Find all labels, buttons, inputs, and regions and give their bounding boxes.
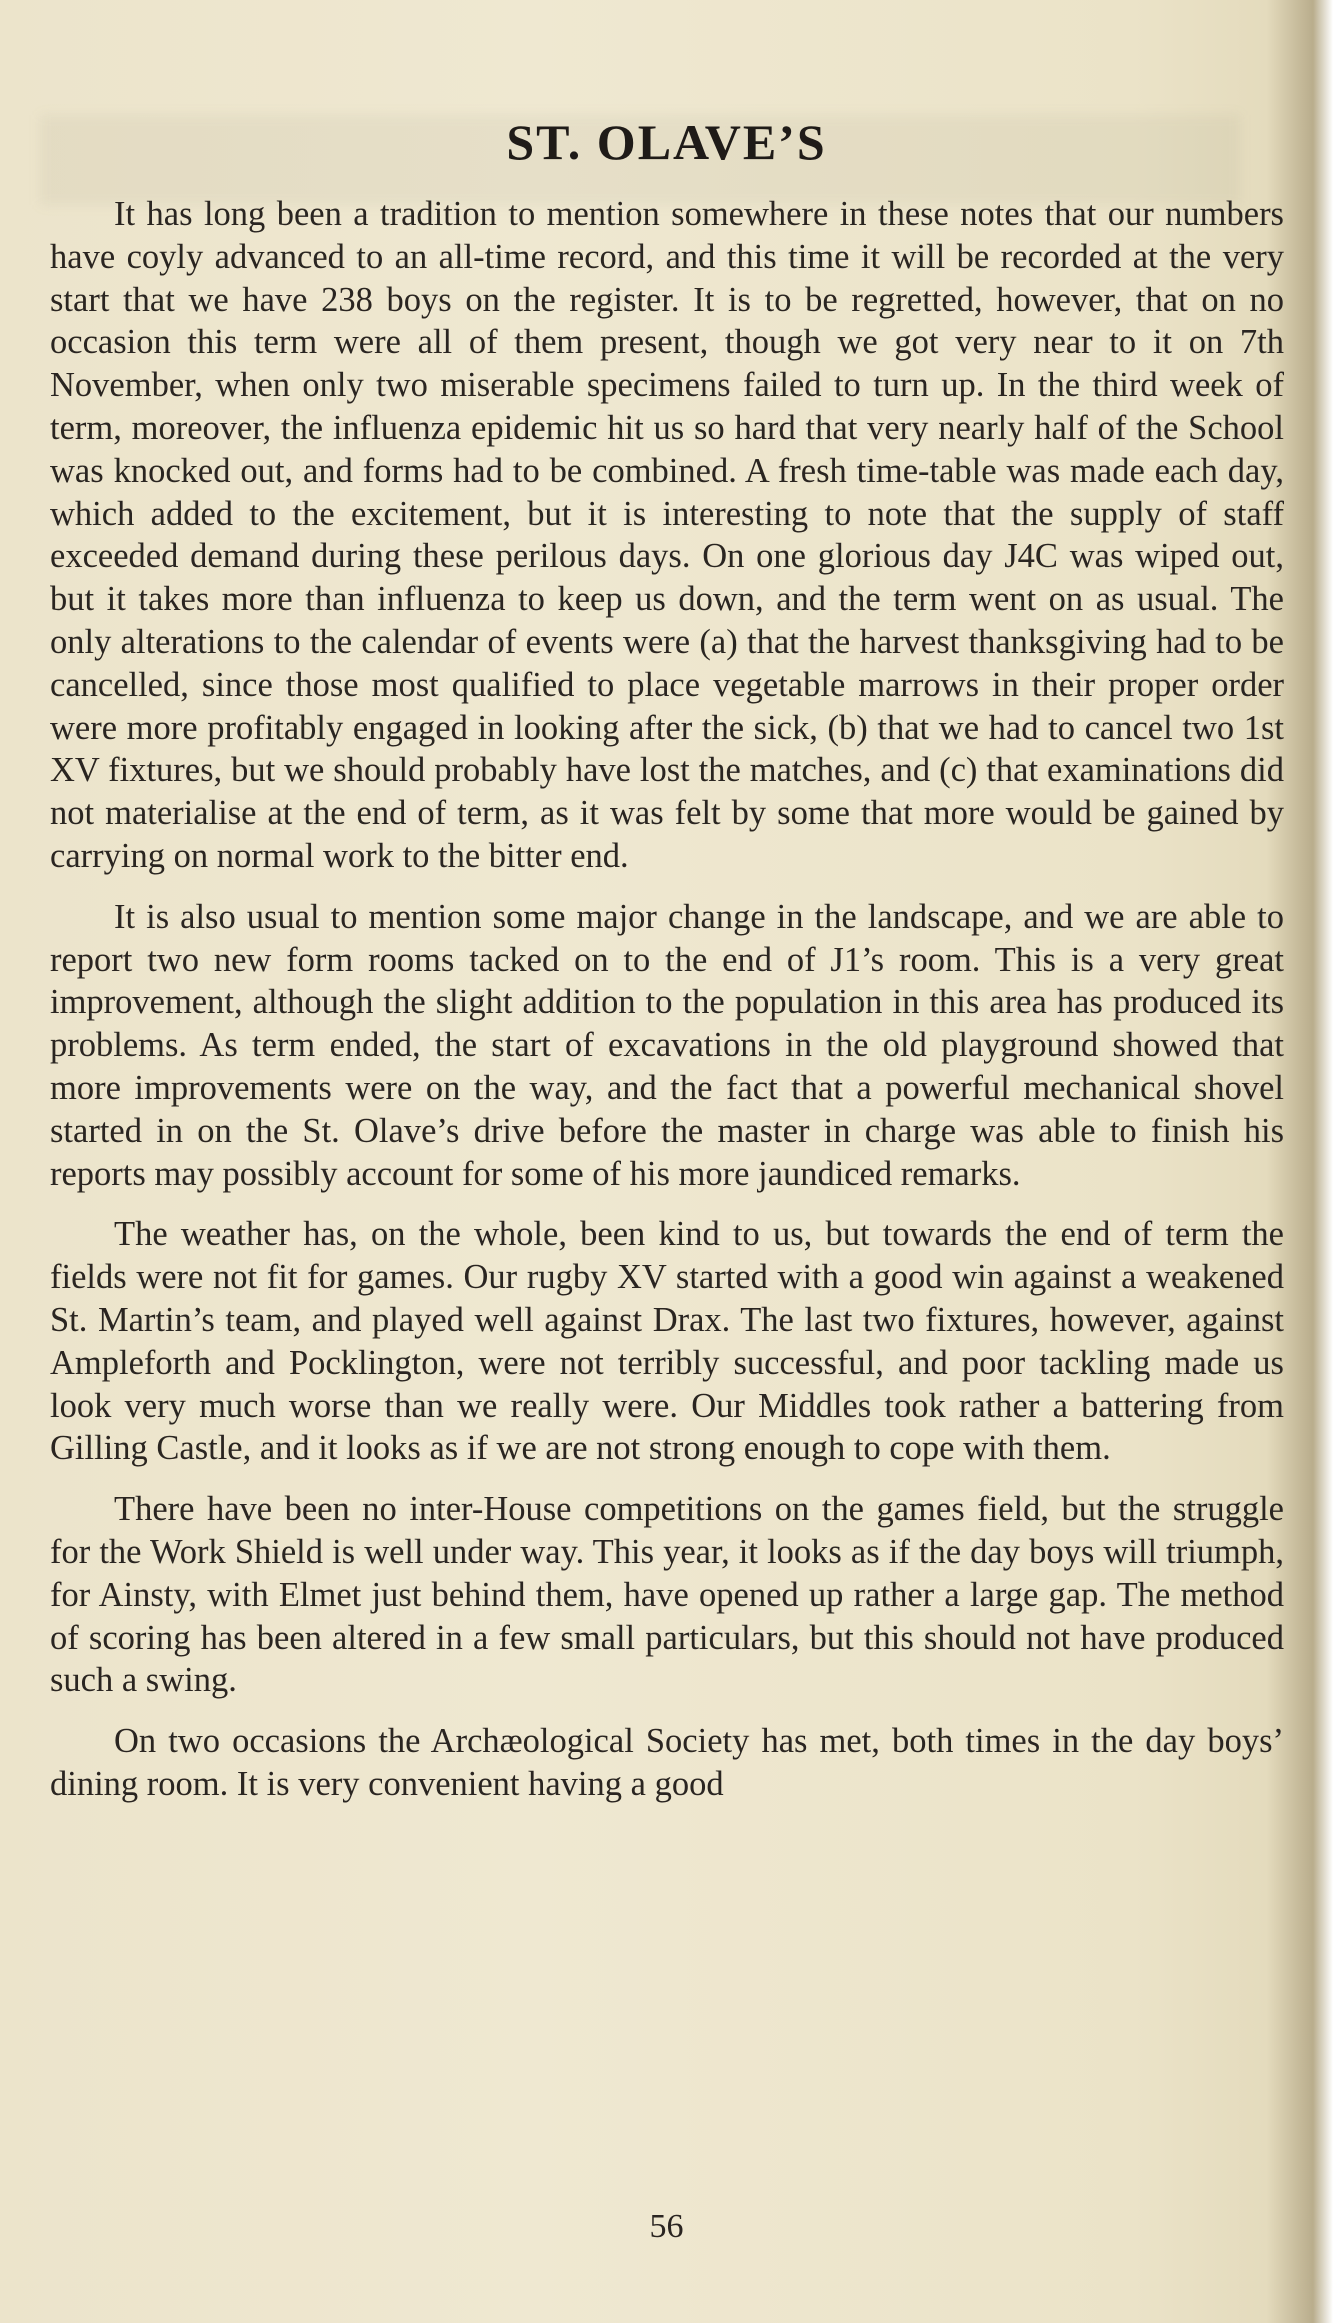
paragraph-1: It has long been a tradition to mention somewhere in these notes that our numbers have coyly advanced to an all-time record, and this time it will be recorded at the very start that we have 238 boys on the register. It is to be regretted, however, that on no occasion this term were all of them present, though we got very near to it on 7th November, when only two miserable specimens failed to turn up. In the third week of term, moreover, the influenza epidemic hit us so hard that very nearly half of the School was knocked out, and forms had to be combined. A fresh time-table was made each day, which added to the excitement, but it is interesting to note that the supply of staff exceeded demand during these perilous days. On one glorious day J4C was wiped out, but it takes more than influenza to keep us down, and the term went on as usual. The only alterations to the calendar of events were (a) that the harvest thanksgiving had to be cancelled, since those most qualified to place vegetable marrows in their proper order were more profitably engaged in looking after the sick, (b) that we had to cancel two 1st XV fixtures, but we should probably have lost the matches, and (c) that examinations did not materialise at the end of term, as it was felt by some that more would be gained by carrying on normal work to the bitter end. [50, 195, 1284, 875]
paragraph-2: It is also usual to mention some major change in the landscape, and we are able to report two new form rooms tacked on to the end of J1’s room. This is a very great improvement, although the slight addition to the population in this area has produced its problems. As term ended, the start of excavations in the old playground showed that more improvements were on the way, and the fact that a powerful mechanical shovel started in on the St. Olave’s drive before the master in charge was able to finish his reports may possibly account for some of his more jaundiced remarks. [50, 897, 1284, 1193]
paragraph-3: The weather has, on the whole, been kind to us, but towards the end of term the fields were not fit for games. Our rugby XV started with a good win against a weakened St. Martin’s team, and played well against Drax. The last two fixtures, however, against Ampleforth and Pocklington, were not terribly successful, and poor tackling made us look very much worse than we really were. Our Middles took rather a battering from Gilling Castle, and it looks as if we are not strong enough to cope with them. [50, 1215, 1284, 1468]
paragraph-5: On two occasions the Archæological Society has met, both times in the day boys’ dining room. It is very convenient having a good [50, 1722, 1284, 1803]
page-title: ST. OLAVE’S [506, 114, 827, 170]
page-number: 56 [649, 2208, 684, 2245]
article-body [50, 193, 1284, 1824]
paragraph-4: There have been no inter-House competitions on the games field, but the struggle for the Work Shield is well under way. This year, it looks as if the day boys will triumph, for Ainsty, with Elmet just behind them, have opened up rather a large gap. The method of scoring has been altered in a few small particulars, but this should not have produced such a swing. [50, 1490, 1284, 1700]
